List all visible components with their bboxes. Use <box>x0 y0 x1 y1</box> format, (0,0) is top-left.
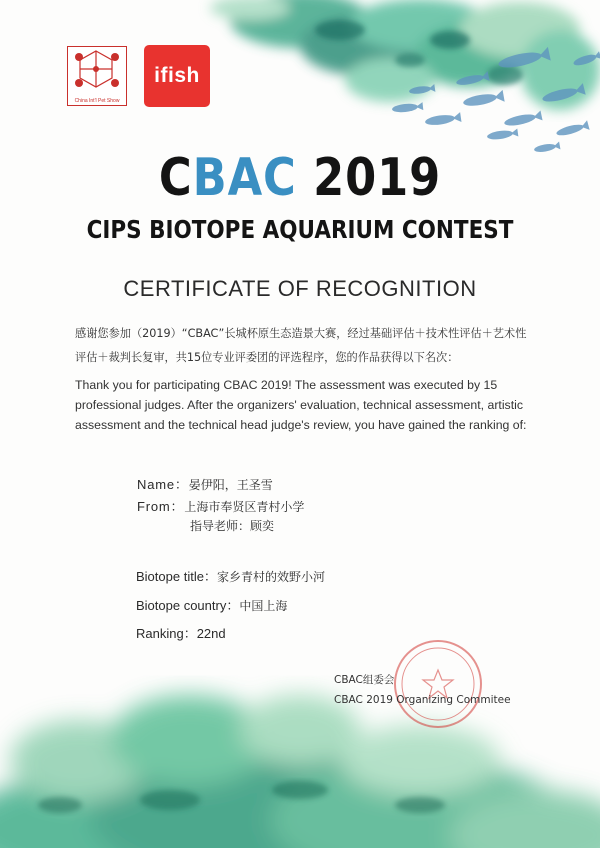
contest-title <box>42 148 558 208</box>
title-letters-bac: BAC <box>192 148 297 208</box>
contest-subtitle: CIPS BIOTOPE AQUARIUM CONTEST <box>86 215 514 244</box>
name-row <box>137 474 273 493</box>
biotope-title-label: Biotope title： <box>136 569 217 584</box>
teacher-label: 指导老师： <box>190 519 251 533</box>
biotope-title-value: 家乡青村的效野小河 <box>216 570 325 584</box>
name-label: Name： <box>137 477 189 492</box>
cips-emblem-icon <box>68 47 125 93</box>
cips-logo-caption: China Int'l Pet Show <box>74 98 120 104</box>
ifish-logo: ifish <box>144 45 210 107</box>
title-year: 2019 <box>296 148 442 208</box>
ranking-row <box>136 623 226 642</box>
from-value: 上海市奉贤区青村小学 <box>184 500 305 514</box>
official-seal-stamp <box>392 638 484 730</box>
organizer-chinese: CBAC组委会 <box>334 674 395 686</box>
teacher-value: 顾奕 <box>250 519 275 533</box>
cips-logo <box>67 46 127 106</box>
ranking-label: Ranking： <box>136 626 197 641</box>
from-row <box>137 496 304 515</box>
biotope-country-value: 中国上海 <box>239 599 288 613</box>
intro-text-chinese: 感谢您参加（2019）“CBAC”长城杯原生态造景大赛，经过基础评估＋技术性评估＋艺术性评估＋裁判长复审，共15位专业评委团的评选程序，您的作品获得以下名次： <box>75 327 527 364</box>
biotope-title-row <box>136 566 325 585</box>
teacher-row <box>190 517 274 534</box>
organizer-english: CBAC 2019 Organizing Commitee <box>334 694 511 706</box>
from-label: From： <box>137 499 185 514</box>
ranking-value: 22nd <box>196 626 226 641</box>
intro-text-english: Thank you for participating CBAC 2019! The assessment was executed by 15 professional judges. After the organizers' evaluation, technical assessment, artistic assessment and the technical head judge's review, you have gained the ranking of: <box>75 378 527 432</box>
biotope-country-row <box>136 595 287 614</box>
certificate-title: CERTIFICATE OF RECOGNITION <box>123 276 477 301</box>
name-value: 晏伊阳，王圣雪 <box>188 478 273 492</box>
title-letter-c: C <box>158 148 193 208</box>
biotope-country-label: Biotope country： <box>136 598 240 613</box>
